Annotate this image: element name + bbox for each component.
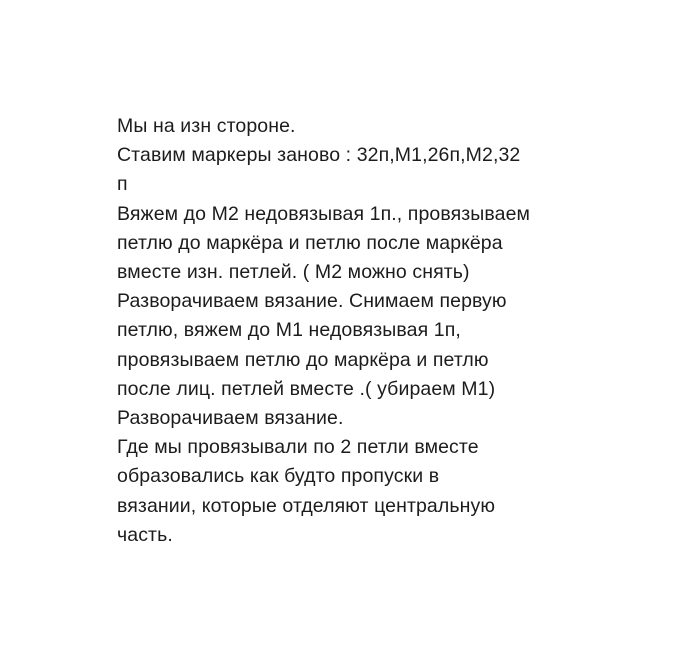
text-line: Разворачиваем вязание. Снимаем первую: [117, 290, 507, 313]
text-line: петлю до маркёра и петлю после маркёра: [117, 231, 503, 254]
text-line: Разворачиваем вязание.: [117, 407, 344, 430]
text-line: часть.: [117, 523, 173, 546]
text-line: вязании, которые отделяют центральную: [117, 494, 496, 517]
text-line: п: [117, 173, 128, 196]
text-line: Мы на изн стороне.: [117, 115, 296, 137]
instructions-text: [117, 112, 617, 550]
text-line: провязываем петлю до маркёра и петлю: [117, 348, 489, 371]
text-line: Вяжем до М2 недовязывая 1п., провязываем: [117, 202, 531, 225]
text-line: петлю, вяжем до М1 недовязывая 1п,: [117, 319, 461, 342]
text-line: образовались как будто пропуски в: [117, 465, 440, 488]
text-line: Ставим маркеры заново : 32п,М1,26п,М2,32: [117, 144, 521, 167]
text-line: вместе изн. петлей. ( М2 можно снять): [117, 261, 470, 284]
text-line: после лиц. петлей вместе .( убираем М1): [117, 377, 496, 400]
text-line: Где мы провязывали по 2 петли вместе: [117, 436, 479, 459]
